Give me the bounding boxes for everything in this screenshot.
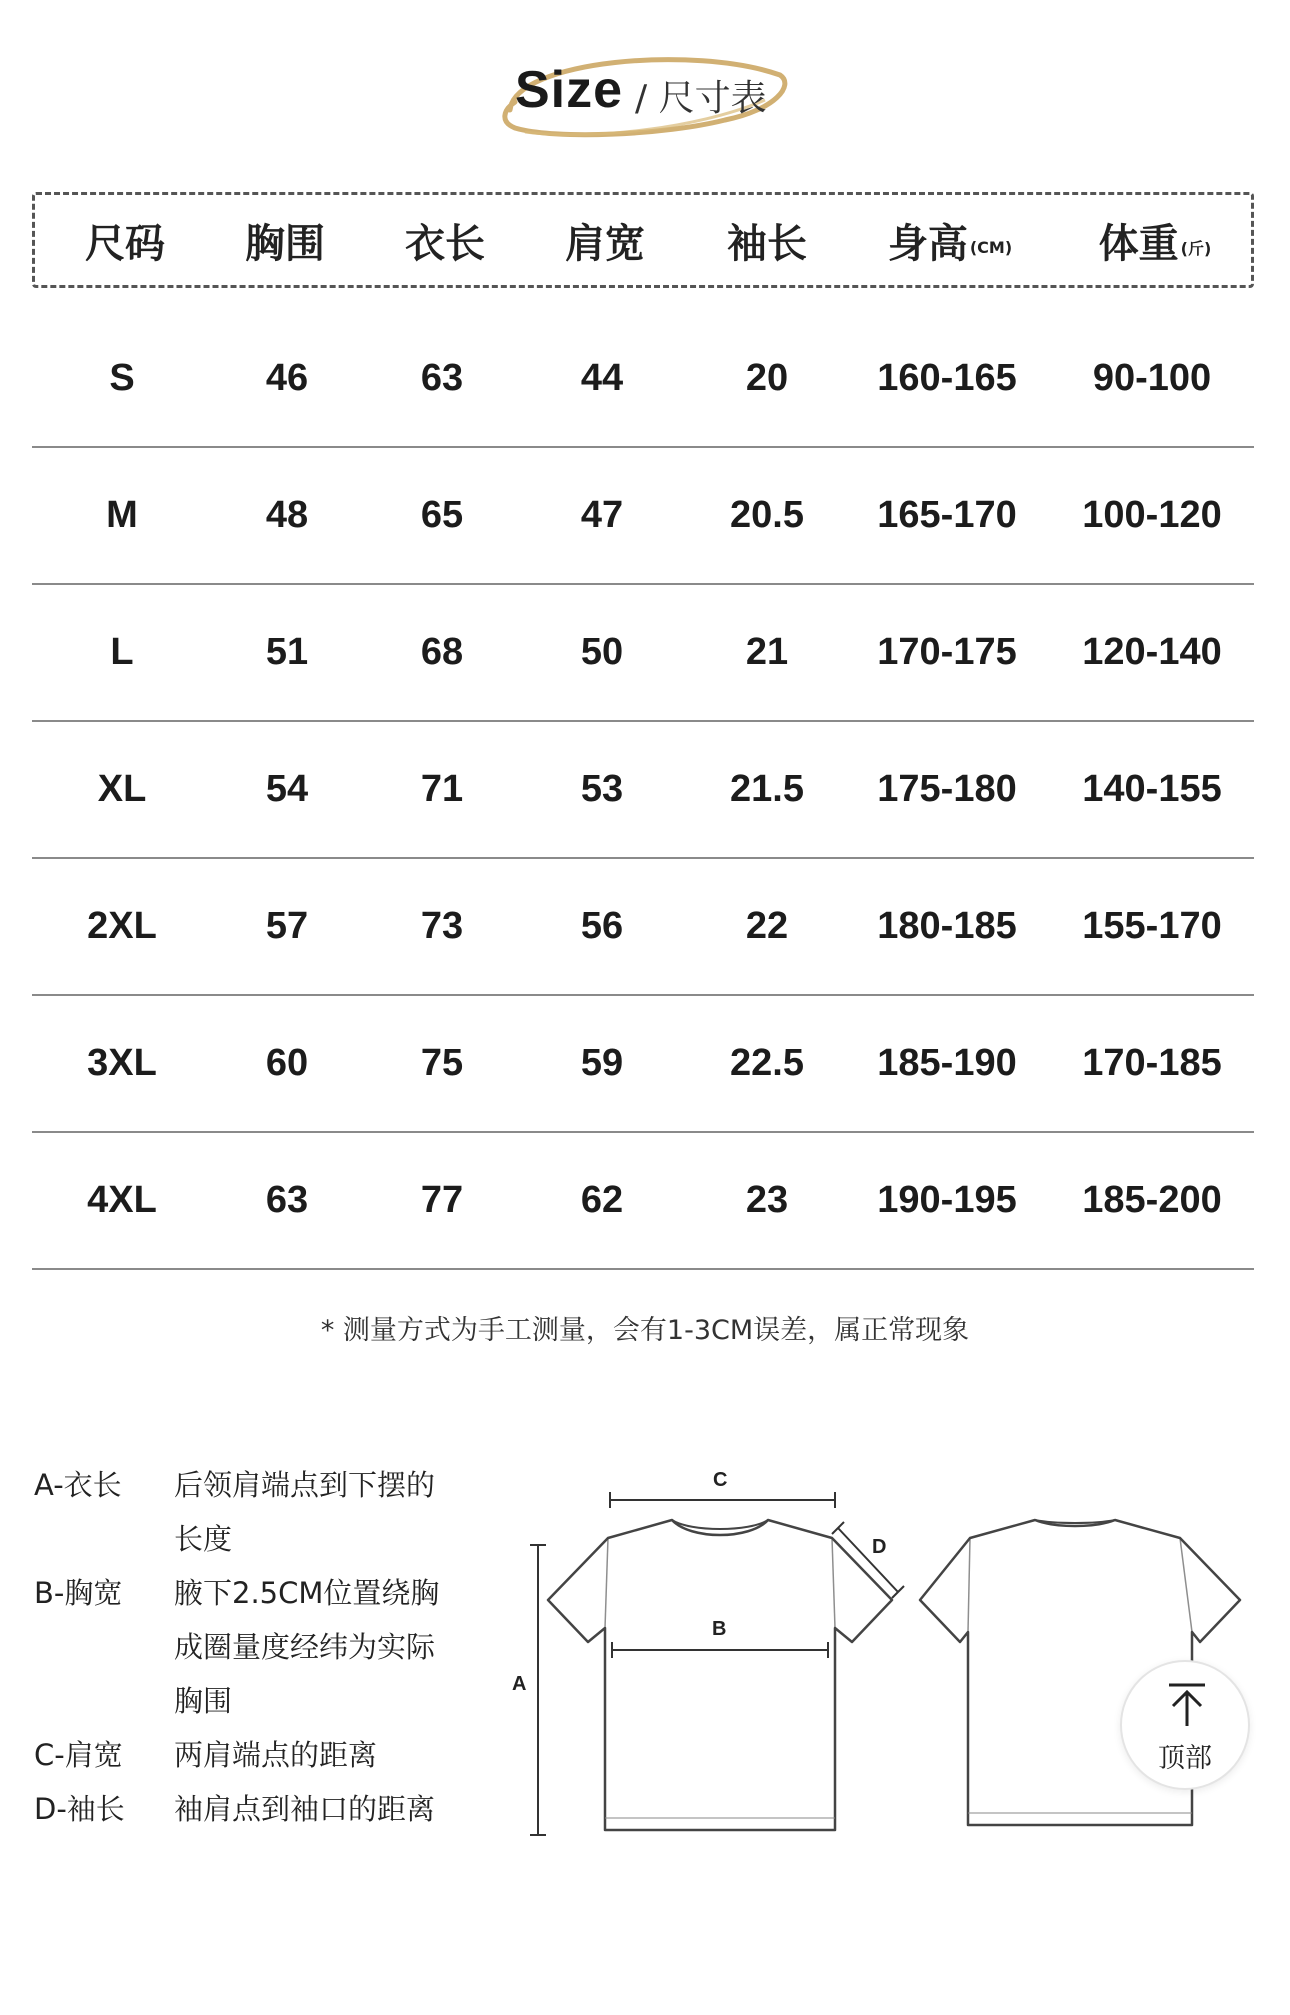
cell-height: 160-165 (877, 357, 1017, 399)
cell-size: M (106, 494, 138, 536)
cell-chest: 60 (265, 1042, 309, 1084)
header-size: 尺码 (85, 220, 165, 267)
cell-chest: 51 (265, 631, 309, 673)
table-row (32, 859, 1254, 996)
table-row (32, 448, 1254, 585)
cell-height: 180-185 (877, 905, 1017, 947)
measure-c-line (610, 1492, 835, 1508)
header-shoulder: 肩宽 (565, 220, 645, 267)
legend-key: C-肩宽 (34, 1738, 123, 1772)
cell-height: 185-190 (877, 1042, 1017, 1084)
table-row (32, 722, 1254, 859)
cell-weight: 90-100 (1092, 357, 1212, 399)
title-subtitle: / 尺寸表 (635, 78, 767, 119)
legend-key: D-袖长 (34, 1792, 125, 1826)
cell-sleeve: 23 (745, 1179, 789, 1221)
tshirt-measurement-diagram (500, 1450, 1270, 1850)
cell-weight: 170-185 (1082, 1042, 1222, 1084)
measure-a-line (530, 1545, 546, 1835)
header-length: 衣长 (405, 220, 485, 267)
cell-size: L (110, 631, 134, 673)
legend-text: 后领肩端点到下摆的 (174, 1468, 436, 1502)
size-chart-title (495, 40, 795, 150)
cell-height: 190-195 (877, 1179, 1017, 1221)
table-row (32, 1133, 1254, 1270)
label-c: C (713, 1469, 728, 1491)
header-height: 身高 (CM) (887, 220, 1013, 267)
cell-chest: 54 (265, 768, 309, 810)
back-to-top-label: 顶部 (1158, 1743, 1212, 1774)
table-row (32, 996, 1254, 1133)
cell-height: 175-180 (877, 768, 1017, 810)
cell-sleeve: 21.5 (730, 768, 804, 810)
table-row (32, 585, 1254, 722)
cell-size: S (109, 357, 135, 399)
legend-text: 胸围 (174, 1684, 233, 1718)
cell-shoulder: 56 (580, 905, 624, 947)
cell-size: 4XL (87, 1179, 157, 1221)
cell-sleeve: 22 (745, 905, 789, 947)
cell-shoulder: 50 (580, 631, 624, 673)
cell-height: 165-170 (877, 494, 1017, 536)
header-weight-unit: (斤) (1180, 238, 1212, 258)
cell-height: 170-175 (877, 631, 1017, 673)
cell-length: 71 (420, 768, 464, 810)
cell-sleeve: 20 (745, 357, 789, 399)
cell-length: 73 (420, 905, 464, 947)
legend-text: 成圈量度经纬为实际 (174, 1630, 436, 1664)
header-sleeve: 袖长 (727, 220, 807, 267)
cell-length: 75 (420, 1042, 464, 1084)
cell-size: XL (97, 768, 147, 810)
cell-length: 65 (420, 494, 464, 536)
legend-text: 袖肩点到袖口的距离 (174, 1792, 436, 1826)
legend-text: 腋下2.5CM位置绕胸 (174, 1576, 440, 1610)
label-d: D (872, 1536, 887, 1558)
cell-weight: 100-120 (1082, 494, 1222, 536)
cell-shoulder: 53 (580, 768, 624, 810)
legend-key: B-胸宽 (34, 1576, 123, 1610)
cell-weight: 120-140 (1082, 631, 1222, 673)
arrow-up-icon (1167, 1682, 1207, 1728)
header-weight: 体重 (斤) (1098, 220, 1212, 267)
legend-key: A-衣长 (34, 1468, 122, 1502)
legend-text: 长度 (174, 1522, 233, 1556)
table-header (32, 192, 1254, 288)
front-collar (672, 1520, 768, 1529)
header-chest: 胸围 (245, 220, 325, 267)
cell-shoulder: 47 (580, 494, 624, 536)
cell-sleeve: 21 (745, 631, 789, 673)
cell-chest: 46 (265, 357, 309, 399)
legend-text: 两肩端点的距离 (174, 1738, 378, 1772)
cell-length: 63 (420, 357, 464, 399)
cell-length: 68 (420, 631, 464, 673)
cell-length: 77 (420, 1179, 464, 1221)
back-collar (1035, 1520, 1115, 1523)
cell-chest: 63 (265, 1179, 309, 1221)
front-tshirt-outline (548, 1520, 892, 1830)
label-b: B (712, 1618, 727, 1640)
title-size-text: Size (515, 61, 624, 119)
cell-chest: 57 (265, 905, 309, 947)
cell-shoulder: 62 (580, 1179, 624, 1221)
cell-shoulder: 59 (580, 1042, 624, 1084)
cell-size: 2XL (87, 905, 157, 947)
cell-weight: 155-170 (1082, 905, 1222, 947)
header-height-unit: (CM) (969, 237, 1013, 257)
label-a: A (512, 1673, 527, 1695)
cell-chest: 48 (265, 494, 309, 536)
cell-size: 3XL (87, 1042, 157, 1084)
back-to-top-button[interactable] (1120, 1660, 1250, 1790)
table-row (32, 311, 1254, 448)
cell-sleeve: 22.5 (730, 1042, 804, 1084)
cell-weight: 140-155 (1082, 768, 1222, 810)
cell-weight: 185-200 (1082, 1179, 1222, 1221)
cell-shoulder: 44 (580, 357, 624, 399)
measurement-note: * 测量方式为手工测量，会有1-3CM误差，属正常现象 (320, 1315, 970, 1346)
cell-sleeve: 20.5 (730, 494, 804, 536)
